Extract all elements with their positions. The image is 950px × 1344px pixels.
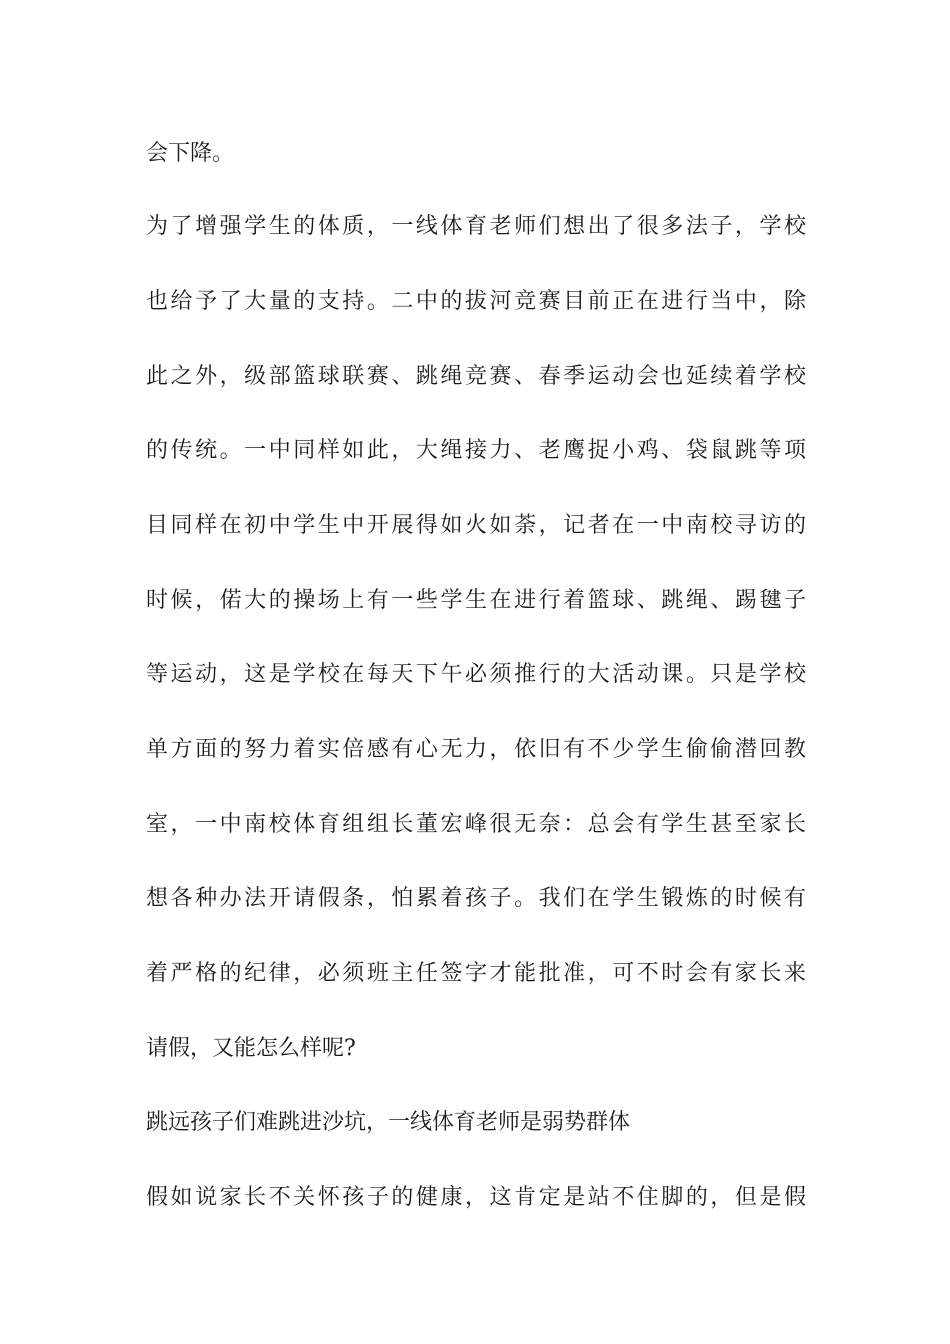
text-line: 也给予了大量的支持。二中的拔河竞赛目前正在进行当中，除: [146, 289, 806, 314]
text-line: 单方面的努力着实倍感有心无力，依旧有不少学生偷偷潜回教: [146, 737, 806, 762]
text-line: 目同样在初中学生中开展得如火如荼，记者在一中南校寻访的: [146, 513, 806, 538]
text-line: 着严格的纪律，必须班主任签字才能批准，可不时会有家长来: [146, 961, 806, 986]
text-line: 此之外，级部篮球联赛、跳绳竞赛、春季运动会也延续着学校: [146, 364, 806, 389]
text-line: 会下降。: [146, 141, 235, 166]
text-line: 想各种办法开请假条，怕累着孩子。我们在学生锻炼的时候有: [146, 886, 806, 911]
text-line: 假如说家长不关怀孩子的健康，这肯定是站不住脚的，但是假: [146, 1185, 806, 1210]
section-heading: 跳远孩子们难跳进沙坑，一线体育老师是弱势群体: [146, 1110, 631, 1135]
text-line: 等运动，这是学校在每天下午必须推行的大活动课。只是学校: [146, 662, 806, 687]
text-line: 请假，又能怎么样呢?: [146, 1036, 356, 1061]
text-line: 室，一中南校体育组组长董宏峰很无奈：总会有学生甚至家长: [146, 812, 806, 837]
text-line: 时候，偌大的操场上有一些学生在进行着篮球、跳绳、踢毽子: [146, 588, 806, 613]
text-line: 的传统。一中同样如此，大绳接力、老鹰捉小鸡、袋鼠跳等项: [146, 438, 806, 463]
text-line: 为了增强学生的体质，一线体育老师们想出了很多法子，学校: [146, 214, 806, 239]
